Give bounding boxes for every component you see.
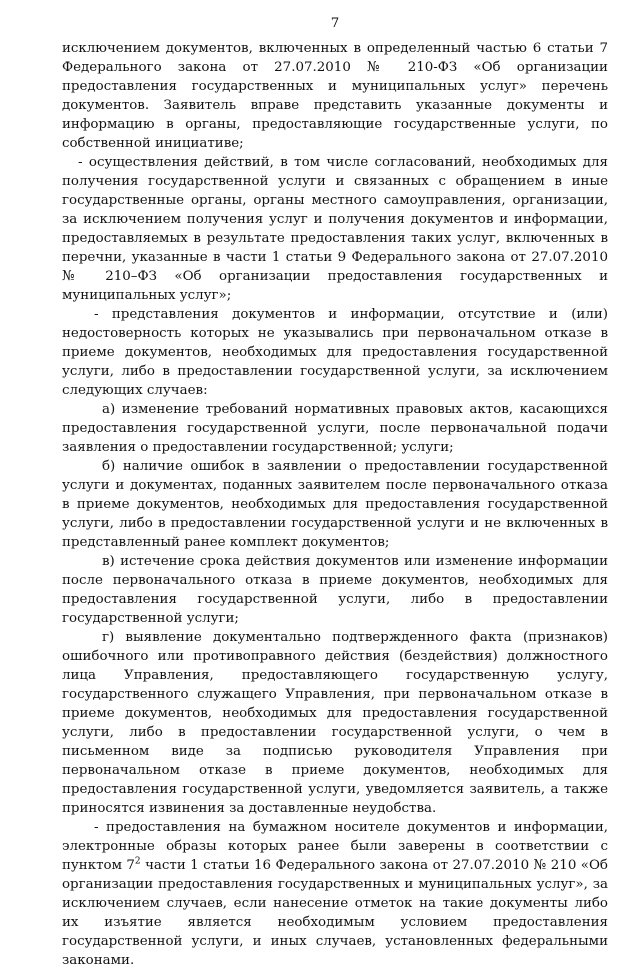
paragraph-item-documents: - представления документов и информации, отсутствие и (или) недостоверность которых не указывались при первоначальном отказе в приеме документов, необходимых для предоставления государственной услуги, либо в предоставлении государственной услуги, за исключением следующих случаев: bbox=[62, 307, 608, 398]
superscript-index: 2 bbox=[134, 856, 141, 867]
page-number: 7 bbox=[330, 16, 340, 31]
paragraph-case-v: в) истечение срока действия документов или изменение информации после первоначального отказа в приеме документов, необходимых для предоставления государственной услуги, либо в предоставлении государственной услуги; bbox=[62, 554, 608, 626]
paragraph-text-end: части 1 статьи 16 Федерального закона от 27.07.2010 № 210 «Об организации предоставления государственных и муниципальных услуг», за исключением случаев, если нанесение отметок на такие документы либо их изъятие является необходимым условием предоставления государственной услуги, и иных случаев, установленных федеральными законами. bbox=[62, 858, 608, 968]
paragraph-case-b: б) наличие ошибок в заявлении о предоставлении государственной услуги и документах, поданных заявителем после первоначального отказа в приеме документов, необходимых для предоставления государственной услуги, либо в предоставлении государственной услуги и не включенных в представленный ранее комплект документов; bbox=[62, 459, 608, 550]
paragraph-item-paper bbox=[62, 818, 608, 970]
document-page bbox=[62, 14, 608, 970]
paragraph-text-start: - предоставления на бумажном носителе документов и информации, электронные образы которых ранее были заверены в соответствии с пунктом 7 bbox=[62, 820, 608, 873]
paragraph-case-g: г) выявление документально подтвержденного факта (признаков) ошибочного или противоправного действия (бездействия) должностного лица Управления, предоставляющего государственную услугу, государственного служащего Управления, при первоначальном отказе в приеме документов, необходимых для предоставления государственной услуги, либо в предоставлении государственной услуги, о чем в письменном виде за подписью руководителя Управления при первоначальном отказе в приеме документов, необходимых для предоставления государственной услуги, уведомляется заявитель, а также приносятся извинения за доставленные неудобства. bbox=[62, 630, 608, 816]
paragraph-item-actions: - осуществления действий, в том числе согласований, необходимых для получения государственной услуги и связанных с обращением в иные государственные органы, органы местного самоуправления, организации, за исключением получения услуг и получения документов и информации, предоставляемых в результате предоставления таких услуг, включенных в перечни, указанные в части 1 статьи 9 Федерального закона от 27.07.2010 № 210–ФЗ «Об организации предоставления государственных и муниципальных услуг»; bbox=[62, 155, 608, 303]
paragraph-case-a: а) изменение требований нормативных правовых актов, касающихся предоставления государственной услуги, после первоначальной подачи заявления о предоставлении государственной; услуги; bbox=[62, 402, 608, 455]
paragraph-continuation: исключением документов, включенных в определенный частью 6 статьи 7 Федерального закона от 27.07.2010 № 210-ФЗ «Об организации предоставления государственных и муниципальных услуг» перечень документов. Заявитель вправе представить указанные документы и информацию в органы, предоставляющие государственные услуги, по собственной инициативе; bbox=[62, 41, 608, 151]
